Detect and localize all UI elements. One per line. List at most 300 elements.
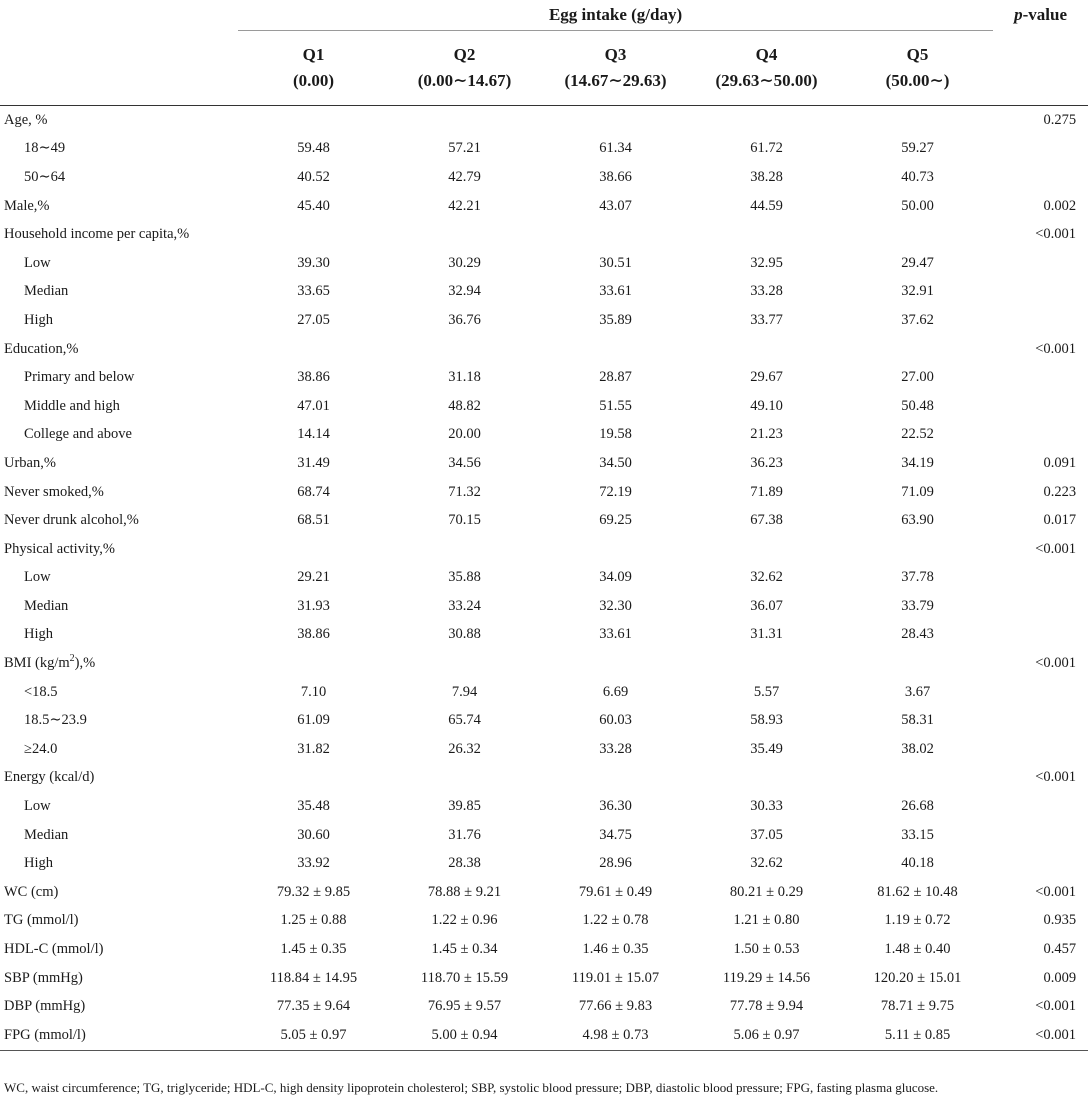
cell-q5: 33.15 (901, 826, 934, 843)
table-row (0, 506, 1088, 535)
quintile-header-q5 (842, 31, 993, 106)
cell-q5: 38.02 (901, 740, 934, 757)
cell-p-value: <0.001 (1035, 769, 1077, 786)
cell-q1: 118.84 ± 14.95 (269, 969, 358, 986)
cell-q2: 5.00 ± 0.94 (389, 1021, 540, 1050)
cell-q5: 37.62 (901, 311, 934, 328)
row-label (0, 335, 238, 364)
cell-q5 (842, 535, 993, 564)
cell-q5: 40.18 (901, 855, 934, 872)
cell-q5 (842, 764, 993, 793)
table-row (0, 163, 1088, 192)
cell-q3: 34.09 (599, 569, 632, 586)
cell-p-value (993, 706, 1088, 735)
row-label (0, 1021, 238, 1050)
cell-q4: 67.38 (750, 512, 783, 529)
row-label-text: <18.5 (24, 683, 58, 700)
cell-q5 (842, 649, 993, 678)
row-label (0, 764, 238, 793)
cell-q2: 70.15 (448, 512, 481, 529)
cell-q5 (842, 220, 993, 249)
row-label (0, 478, 238, 507)
row-label-text: Energy (kcal/d) (4, 769, 95, 786)
cell-p-value (993, 135, 1088, 164)
cell-q5: 28.43 (901, 626, 934, 643)
cell-q2: 48.82 (448, 397, 481, 414)
quintile-header-q2 (389, 31, 540, 106)
cell-q1: 1.25 ± 0.88 (280, 912, 347, 929)
cell-q5: 81.62 ± 10.48 (877, 883, 958, 900)
table-row (0, 278, 1088, 307)
cell-q2: 65.74 (448, 712, 481, 729)
cell-p-value (993, 735, 1088, 764)
row-label (0, 220, 238, 249)
row-label-text: FPG (mmol/l) (4, 1026, 86, 1043)
cell-q4: 37.05 (750, 826, 783, 843)
quintile-name: Q3 (604, 45, 627, 64)
cell-q4: 80.21 ± 0.29 (729, 883, 804, 900)
row-label (0, 363, 238, 392)
cell-q3: 32.30 (599, 597, 632, 614)
cell-q1: 68.74 (297, 483, 330, 500)
cell-p-value: <0.001 (1035, 226, 1077, 243)
cell-q3 (540, 764, 691, 793)
row-label-text: Education,% (4, 340, 79, 357)
cell-q1: 38.86 (297, 369, 330, 386)
cell-q1: 33.65 (297, 283, 330, 300)
cell-p-value: <0.001 (1035, 655, 1077, 672)
table-body (0, 106, 1088, 1051)
cell-q5: 50.00 (901, 197, 934, 214)
cell-q4: 33.28 (750, 283, 783, 300)
quintile-header-q4 (691, 31, 842, 106)
table-row (0, 363, 1088, 392)
table-row (0, 878, 1088, 907)
table-row (0, 821, 1088, 850)
cell-q3: 33.28 (599, 740, 632, 757)
cell-q2 (389, 764, 540, 793)
cell-q5: 120.20 ± 15.01 (873, 969, 962, 986)
cell-q4: 35.49 (750, 740, 783, 757)
table-row (0, 249, 1088, 278)
row-label-text: High (24, 311, 53, 328)
row-label (0, 907, 238, 936)
row-label-text: High (24, 626, 53, 643)
row-label (0, 421, 238, 450)
cell-p-value: 0.935 (1043, 912, 1077, 929)
cell-q3: 119.01 ± 15.07 (571, 969, 660, 986)
cell-q1: 31.82 (297, 740, 330, 757)
cell-q1: 27.05 (297, 311, 330, 328)
cell-q2: 30.29 (448, 254, 481, 271)
row-label-text: ≥24.0 (24, 740, 58, 757)
cell-q3: 77.66 ± 9.83 (578, 998, 653, 1015)
cell-q3 (540, 649, 691, 678)
row-label-text: Never smoked,% (4, 483, 104, 500)
cell-q1: 5.05 ± 0.97 (238, 1021, 389, 1050)
table-row (0, 649, 1088, 678)
cell-q3 (540, 106, 691, 135)
cell-p-value (993, 849, 1088, 878)
cell-q1: 39.30 (297, 254, 330, 271)
cell-q3: 79.61 ± 0.49 (578, 883, 653, 900)
cell-q2: 30.88 (448, 626, 481, 643)
cell-q4: 49.10 (750, 397, 783, 414)
row-label (0, 564, 238, 593)
cell-q1: 38.86 (297, 626, 330, 643)
cell-q3 (540, 220, 691, 249)
cell-q1 (238, 535, 389, 564)
cell-q2: 26.32 (448, 740, 481, 757)
table-row (0, 220, 1088, 249)
row-label-text: 18.5∼23.9 (24, 712, 87, 729)
cell-q2: 1.45 ± 0.34 (431, 941, 498, 958)
cell-p-value: 0.275 (1043, 111, 1077, 128)
row-label (0, 621, 238, 650)
cell-q1 (238, 764, 389, 793)
quintile-name: Q2 (453, 45, 476, 64)
cell-p-value: 0.091 (1043, 454, 1077, 471)
quintile-range: (29.63∼50.00) (715, 71, 818, 90)
table-row (0, 678, 1088, 707)
cell-q3: 33.61 (599, 283, 632, 300)
quintile-range: (0.00) (292, 71, 335, 90)
cell-q4: 33.77 (750, 311, 783, 328)
cell-p-value (993, 392, 1088, 421)
p-italic: p (1014, 5, 1023, 25)
table-row (0, 706, 1088, 735)
cell-q4: 119.29 ± 14.56 (722, 969, 811, 986)
quintile-name: Q1 (302, 45, 325, 64)
cell-q4: 32.62 (750, 855, 783, 872)
cell-q3: 43.07 (599, 197, 632, 214)
cell-p-value (993, 621, 1088, 650)
row-label-text: HDL-C (mmol/l) (4, 941, 104, 958)
cell-q4: 77.78 ± 9.94 (729, 998, 804, 1015)
row-label-text: Never drunk alcohol,% (4, 512, 139, 529)
cell-q5: 59.27 (901, 140, 934, 157)
cell-q1: 35.48 (297, 798, 330, 815)
cell-q1 (238, 649, 389, 678)
cell-q3: 28.96 (599, 855, 632, 872)
table-row (0, 192, 1088, 221)
cell-q4: 21.23 (750, 426, 783, 443)
cell-q1: 68.51 (297, 512, 330, 529)
cell-q1: 33.92 (297, 855, 330, 872)
cell-q3: 38.66 (599, 168, 632, 185)
row-label-text: Middle and high (24, 397, 120, 414)
cell-q3: 72.19 (599, 483, 632, 500)
row-label-text: DBP (mmHg) (4, 998, 86, 1015)
cell-q1: 31.93 (297, 597, 330, 614)
row-label-text: TG (mmol/l) (4, 912, 79, 929)
row-label (0, 278, 238, 307)
row-label-text: Male,% (4, 197, 50, 214)
cell-q4: 1.21 ± 0.80 (733, 912, 800, 929)
table-footnote: WC, waist circumference; TG, triglyceride; HDL-C, high density lipoprotein cholesterol; SBP, systolic blood pressure; DBP, diastolic blood pressure; FPG, fasting plasma glucose. (4, 1080, 939, 1095)
row-label (0, 678, 238, 707)
cell-q5: 37.78 (901, 569, 934, 586)
row-label (0, 506, 238, 535)
quintile-header-q3 (540, 31, 691, 106)
row-label-text: WC (cm) (4, 883, 59, 900)
row-label (0, 163, 238, 192)
quintile-header-q1 (238, 31, 389, 106)
header-empty-cell (0, 0, 238, 31)
cell-q2: 78.88 ± 9.21 (427, 883, 502, 900)
cell-q1: 14.14 (297, 426, 330, 443)
cell-q5 (842, 335, 993, 364)
cell-q1: 40.52 (297, 168, 330, 185)
p-suffix: -value (1022, 5, 1067, 25)
cell-q4 (691, 335, 842, 364)
cell-p-value: <0.001 (1035, 540, 1077, 557)
cell-q5: 27.00 (901, 369, 934, 386)
cell-q5 (842, 106, 993, 135)
cell-q1 (238, 220, 389, 249)
row-label (0, 792, 238, 821)
row-label (0, 535, 238, 564)
row-label (0, 706, 238, 735)
table-row (0, 764, 1088, 793)
quintile-name: Q4 (755, 45, 778, 64)
cell-q4 (691, 649, 842, 678)
cell-q2: 57.21 (448, 140, 481, 157)
cell-q4: 38.28 (750, 168, 783, 185)
cell-p-value (993, 163, 1088, 192)
cell-q2: 28.38 (448, 855, 481, 872)
cell-q4: 36.23 (750, 454, 783, 471)
row-label (0, 135, 238, 164)
cell-p-value (993, 678, 1088, 707)
cell-q2 (389, 649, 540, 678)
row-label (0, 878, 238, 907)
cell-q1: 77.35 ± 9.64 (276, 998, 351, 1015)
cell-q3: 61.34 (599, 140, 632, 157)
cell-q3: 69.25 (599, 512, 632, 529)
row-label-text: 50∼64 (24, 168, 66, 185)
row-label-text: Household income per capita,% (4, 226, 190, 243)
row-label-text: Median (24, 283, 69, 300)
cell-p-value (993, 821, 1088, 850)
cell-q1: 47.01 (297, 397, 330, 414)
cell-q1: 61.09 (297, 712, 330, 729)
cell-q4: 61.72 (750, 140, 783, 157)
table-row (0, 907, 1088, 936)
cell-q3: 35.89 (599, 311, 632, 328)
cell-q2: 36.76 (448, 311, 481, 328)
cell-q2 (389, 535, 540, 564)
p-value-header (993, 0, 1088, 31)
cell-p-value (993, 792, 1088, 821)
cell-q1: 79.32 ± 9.85 (276, 883, 351, 900)
cell-q3: 34.75 (599, 826, 632, 843)
table-row (0, 535, 1088, 564)
cell-p-value: 0.009 (1043, 969, 1077, 986)
row-label (0, 849, 238, 878)
row-label (0, 935, 238, 964)
row-label-text: College and above (24, 426, 132, 443)
cell-q5: 71.09 (901, 483, 934, 500)
header-empty-cell (0, 31, 238, 106)
row-label-text: Low (24, 569, 51, 586)
row-label (0, 106, 238, 135)
header-empty-cell (993, 31, 1088, 106)
row-label (0, 306, 238, 335)
row-label (0, 449, 238, 478)
cell-p-value: <0.001 (1035, 998, 1077, 1015)
cell-q5: 1.19 ± 0.72 (884, 912, 951, 929)
table-row (0, 135, 1088, 164)
cell-q4 (691, 535, 842, 564)
table-header (0, 0, 1088, 106)
cell-q4 (691, 220, 842, 249)
cell-p-value (993, 306, 1088, 335)
cell-q3: 34.50 (599, 454, 632, 471)
cell-q4: 31.31 (750, 626, 783, 643)
row-label-text: High (24, 855, 53, 872)
cell-q4: 5.06 ± 0.97 (691, 1021, 842, 1050)
cell-q5: 33.79 (901, 597, 934, 614)
row-label (0, 964, 238, 993)
cell-q2: 42.79 (448, 168, 481, 185)
quintile-range: (14.67∼29.63) (564, 71, 667, 90)
cell-p-value (993, 421, 1088, 450)
cell-q5: 78.71 ± 9.75 (880, 998, 955, 1015)
cell-q1: 1.45 ± 0.35 (280, 941, 347, 958)
cell-q3: 60.03 (599, 712, 632, 729)
table-row (0, 306, 1088, 335)
cell-q3: 19.58 (599, 426, 632, 443)
cell-q4: 5.57 (753, 683, 780, 700)
table-row (0, 849, 1088, 878)
table-row (0, 1021, 1088, 1050)
table-row (0, 106, 1088, 135)
cell-q2 (389, 335, 540, 364)
cell-q3: 1.22 ± 0.78 (582, 912, 649, 929)
cell-q3: 4.98 ± 0.73 (540, 1021, 691, 1050)
row-label-text: BMI (kg/m (4, 655, 70, 672)
cell-q2: 34.56 (448, 454, 481, 471)
quintile-range: (0.00∼14.67) (417, 71, 512, 90)
cell-q5: 40.73 (901, 168, 934, 185)
cell-q2: 76.95 ± 9.57 (427, 998, 502, 1015)
cell-q5: 5.11 ± 0.85 (842, 1021, 993, 1050)
cell-q4: 32.95 (750, 254, 783, 271)
table-row (0, 735, 1088, 764)
table-row (0, 592, 1088, 621)
cell-q2 (389, 106, 540, 135)
cell-q4: 29.67 (750, 369, 783, 386)
cell-q4: 71.89 (750, 483, 783, 500)
cell-q2: 31.76 (448, 826, 481, 843)
row-label-text: SBP (mmHg) (4, 969, 83, 986)
cell-q1: 7.10 (300, 683, 327, 700)
cell-q3: 6.69 (602, 683, 629, 700)
cell-q1: 29.21 (297, 569, 330, 586)
cell-q1: 59.48 (297, 140, 330, 157)
table-row (0, 964, 1088, 993)
row-label-text: Age, % (4, 111, 48, 128)
cell-q5: 22.52 (901, 426, 934, 443)
cell-q2: 71.32 (448, 483, 481, 500)
table-row (0, 792, 1088, 821)
cell-q1 (238, 335, 389, 364)
table-row (0, 392, 1088, 421)
row-label (0, 735, 238, 764)
cell-p-value (993, 564, 1088, 593)
cell-q3: 1.46 ± 0.35 (582, 941, 649, 958)
cell-q3 (540, 335, 691, 364)
row-label-text: Median (24, 826, 69, 843)
cell-q4: 36.07 (750, 597, 783, 614)
row-label-text: Low (24, 254, 51, 271)
cell-q4: 32.62 (750, 569, 783, 586)
cell-q4: 58.93 (750, 712, 783, 729)
row-label (0, 192, 238, 221)
table-row (0, 478, 1088, 507)
cell-q1: 30.60 (297, 826, 330, 843)
cell-q3: 30.51 (599, 254, 632, 271)
row-label (0, 249, 238, 278)
table-row (0, 335, 1088, 364)
cell-q2: 33.24 (448, 597, 481, 614)
cell-p-value: 0.457 (1043, 941, 1077, 958)
cell-p-value: 0.002 (1043, 197, 1077, 214)
row-label-text: Low (24, 798, 51, 815)
cell-q4: 30.33 (750, 798, 783, 815)
cell-q3: 51.55 (599, 397, 632, 414)
table-row (0, 992, 1088, 1021)
row-label-text: Physical activity,% (4, 540, 116, 557)
cell-q5: 58.31 (901, 712, 934, 729)
cell-p-value (993, 363, 1088, 392)
table-row (0, 564, 1088, 593)
row-label-text: Urban,% (4, 454, 56, 471)
row-label (0, 649, 238, 678)
row-label (0, 592, 238, 621)
cell-p-value (993, 592, 1088, 621)
cell-q2: 1.22 ± 0.96 (431, 912, 498, 929)
row-label-superscript: 2 (69, 653, 75, 665)
cell-q1: 45.40 (297, 197, 330, 214)
cell-q5: 1.48 ± 0.40 (884, 941, 951, 958)
table-row (0, 449, 1088, 478)
cell-q3: 28.87 (599, 369, 632, 386)
cell-q5: 26.68 (901, 798, 934, 815)
row-label (0, 992, 238, 1021)
cell-q2: 42.21 (448, 197, 481, 214)
table-row (0, 421, 1088, 450)
cell-p-value: <0.001 (1035, 883, 1077, 900)
cell-q5: 34.19 (901, 454, 934, 471)
cell-p-value: 0.017 (1043, 512, 1077, 529)
cell-q4: 44.59 (750, 197, 783, 214)
quintile-range: (50.00∼) (885, 71, 950, 90)
cell-p-value: 0.223 (1043, 483, 1077, 500)
quintile-name: Q5 (906, 45, 929, 64)
cell-q3: 33.61 (599, 626, 632, 643)
cell-q2: 31.18 (448, 369, 481, 386)
cell-q2: 118.70 ± 15.59 (420, 969, 509, 986)
cell-p-value (993, 278, 1088, 307)
row-label (0, 821, 238, 850)
cell-q4 (691, 106, 842, 135)
cell-q2: 20.00 (448, 426, 481, 443)
row-label (0, 392, 238, 421)
row-label-text: Median (24, 597, 69, 614)
cell-q5: 32.91 (901, 283, 934, 300)
